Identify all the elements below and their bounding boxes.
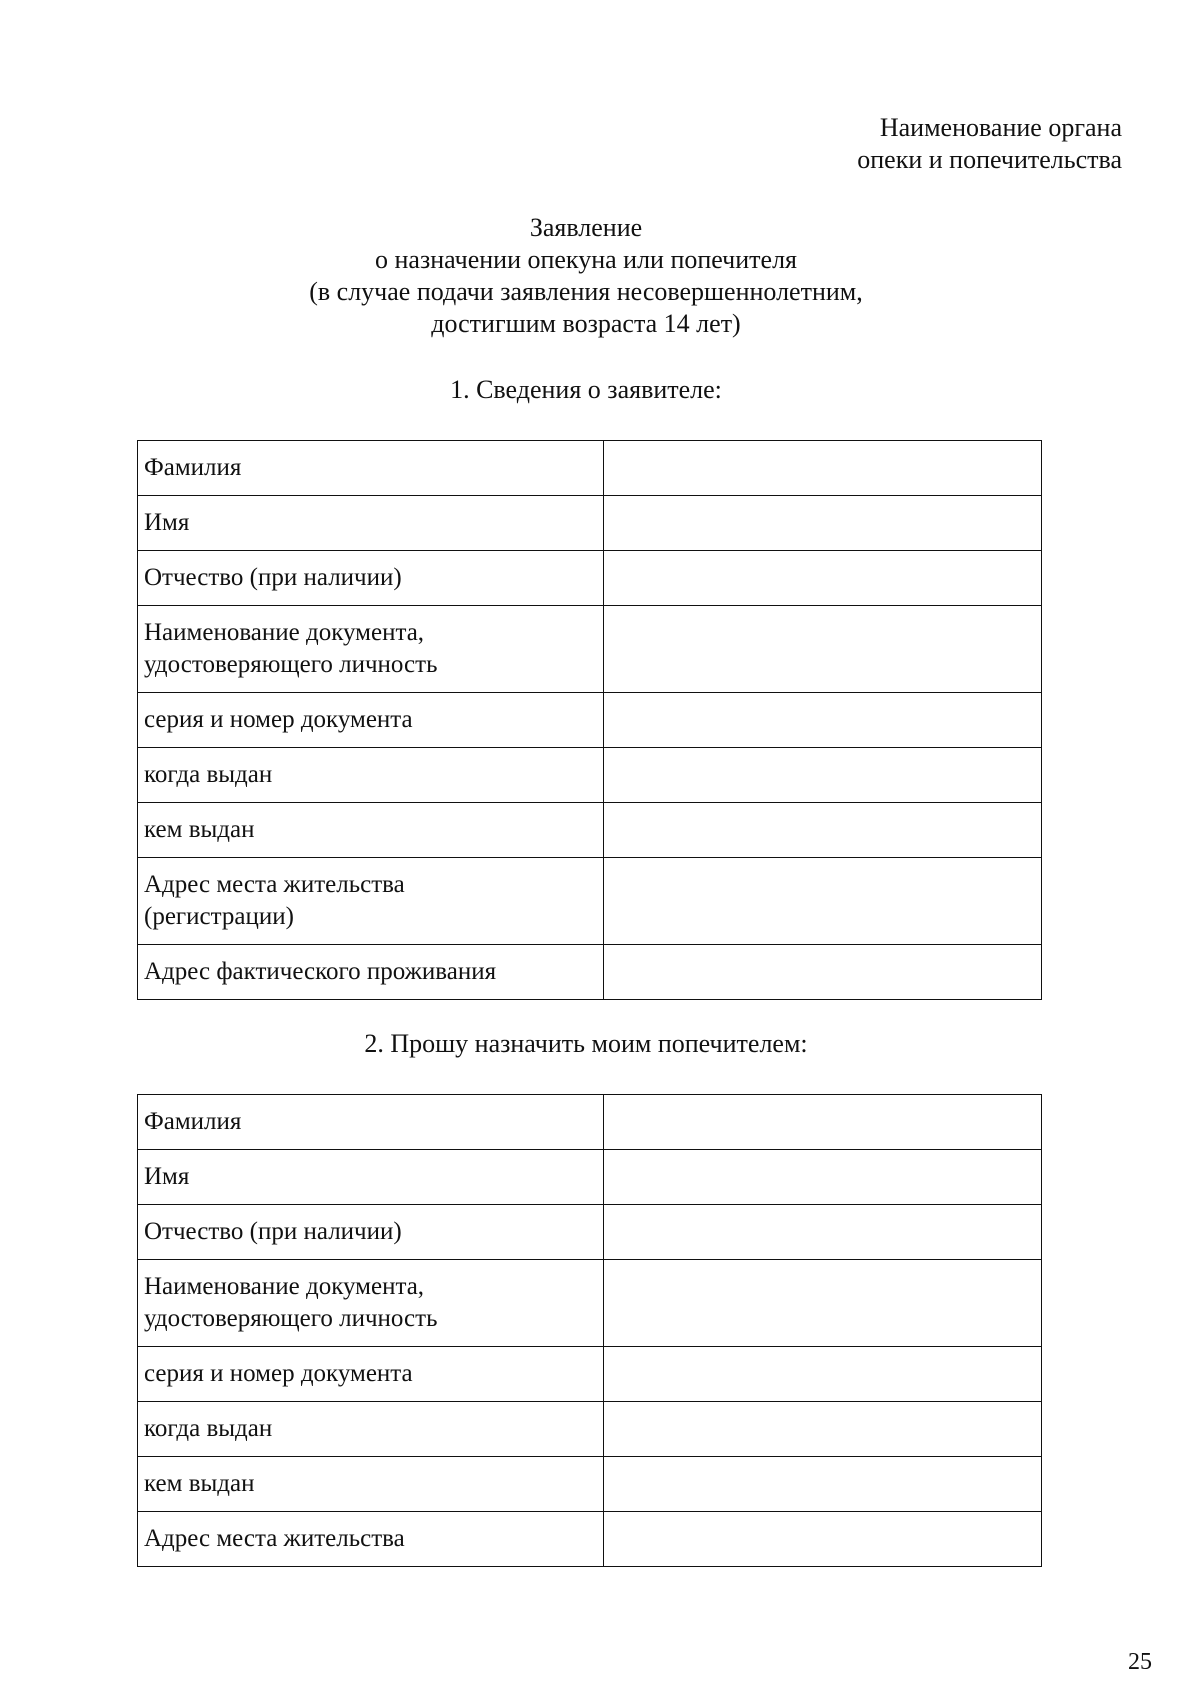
table-row: [138, 1512, 1042, 1567]
label-line: удостоверяющего личность: [144, 651, 438, 678]
label-line: Имя: [144, 509, 190, 536]
table-row: [138, 803, 1042, 858]
field-value-surname[interactable]: [604, 1095, 1042, 1150]
field-label-residence-address: [138, 1512, 604, 1567]
table-row: [138, 858, 1042, 945]
table-row: [138, 1457, 1042, 1512]
table-row: [138, 945, 1042, 1000]
table-row: [138, 1260, 1042, 1347]
field-label-issued-by: [138, 803, 604, 858]
applicant-info-table: [137, 440, 1042, 1000]
table-row: [138, 551, 1042, 606]
table-row: [138, 441, 1042, 496]
field-label-surname: [138, 1095, 604, 1150]
field-value-issue-date[interactable]: [604, 748, 1042, 803]
table-row: [138, 1205, 1042, 1260]
field-value-issued-by[interactable]: [604, 803, 1042, 858]
label-line: когда выдан: [144, 1415, 273, 1442]
field-value-name[interactable]: [604, 496, 1042, 551]
document-title: [136, 212, 1036, 340]
label-line: удостоверяющего личность: [144, 1305, 438, 1332]
label-line: Адрес фактического проживания: [144, 958, 497, 985]
label-line: Фамилия: [144, 454, 242, 481]
table-row: [138, 1095, 1042, 1150]
field-label-id-document: [138, 606, 604, 693]
section-heading-applicant: 1. Сведения о заявителе:: [450, 375, 722, 404]
table-row: [138, 1402, 1042, 1457]
field-label-actual-address: [138, 945, 604, 1000]
authority-line: Наименование органа: [879, 113, 1122, 142]
label-line: Фамилия: [144, 1108, 242, 1135]
field-label-document-number: [138, 1347, 604, 1402]
field-label-issue-date: [138, 1402, 604, 1457]
field-value-id-document[interactable]: [604, 606, 1042, 693]
table-row: [138, 1150, 1042, 1205]
field-label-name: [138, 496, 604, 551]
field-value-issue-date[interactable]: [604, 1402, 1042, 1457]
field-label-patronymic: [138, 551, 604, 606]
field-label-name: [138, 1150, 604, 1205]
field-label-surname: [138, 441, 604, 496]
table-row: [138, 1347, 1042, 1402]
table-row: [138, 606, 1042, 693]
title-line: Заявление: [529, 213, 643, 242]
title-line: (в случае подачи заявления несовершеннолетним,: [309, 277, 863, 306]
label-line: (регистрации): [144, 903, 294, 930]
section-heading-guardian: 2. Прошу назначить моим попечителем:: [364, 1029, 808, 1058]
field-value-document-number[interactable]: [604, 693, 1042, 748]
label-line: кем выдан: [144, 816, 255, 843]
label-line: Адрес места жительства: [144, 871, 405, 898]
label-line: Наименование документа,: [144, 619, 425, 646]
guardian-info-table: [137, 1094, 1042, 1567]
label-line: Наименование документа,: [144, 1273, 425, 1300]
label-line: Имя: [144, 1163, 190, 1190]
field-value-document-number[interactable]: [604, 1347, 1042, 1402]
field-label-registration-address: [138, 858, 604, 945]
field-label-document-number: [138, 693, 604, 748]
authority-line: опеки и попечительства: [857, 145, 1122, 174]
field-value-actual-address[interactable]: [604, 945, 1042, 1000]
label-line: кем выдан: [144, 1470, 255, 1497]
field-value-patronymic[interactable]: [604, 1205, 1042, 1260]
page-number: 25: [1128, 1649, 1152, 1675]
label-line: серия и номер документа: [144, 706, 413, 733]
field-value-surname[interactable]: [604, 441, 1042, 496]
guardianship-authority-name: [562, 112, 1122, 176]
field-value-name[interactable]: [604, 1150, 1042, 1205]
label-line: когда выдан: [144, 761, 273, 788]
field-value-patronymic[interactable]: [604, 551, 1042, 606]
field-value-residence-address[interactable]: [604, 1512, 1042, 1567]
field-label-issue-date: [138, 748, 604, 803]
title-line: достигшим возраста 14 лет): [431, 309, 741, 338]
table-row: [138, 496, 1042, 551]
title-line: о назначении опекуна или попечителя: [374, 245, 798, 274]
label-line: серия и номер документа: [144, 1360, 413, 1387]
label-line: Отчество (при наличии): [144, 564, 402, 591]
field-value-id-document[interactable]: [604, 1260, 1042, 1347]
label-line: Адрес места жительства: [144, 1525, 405, 1552]
field-label-issued-by: [138, 1457, 604, 1512]
table-row: [138, 693, 1042, 748]
field-label-id-document: [138, 1260, 604, 1347]
label-line: Отчество (при наличии): [144, 1218, 402, 1245]
table-row: [138, 748, 1042, 803]
field-label-patronymic: [138, 1205, 604, 1260]
field-value-registration-address[interactable]: [604, 858, 1042, 945]
field-value-issued-by[interactable]: [604, 1457, 1042, 1512]
